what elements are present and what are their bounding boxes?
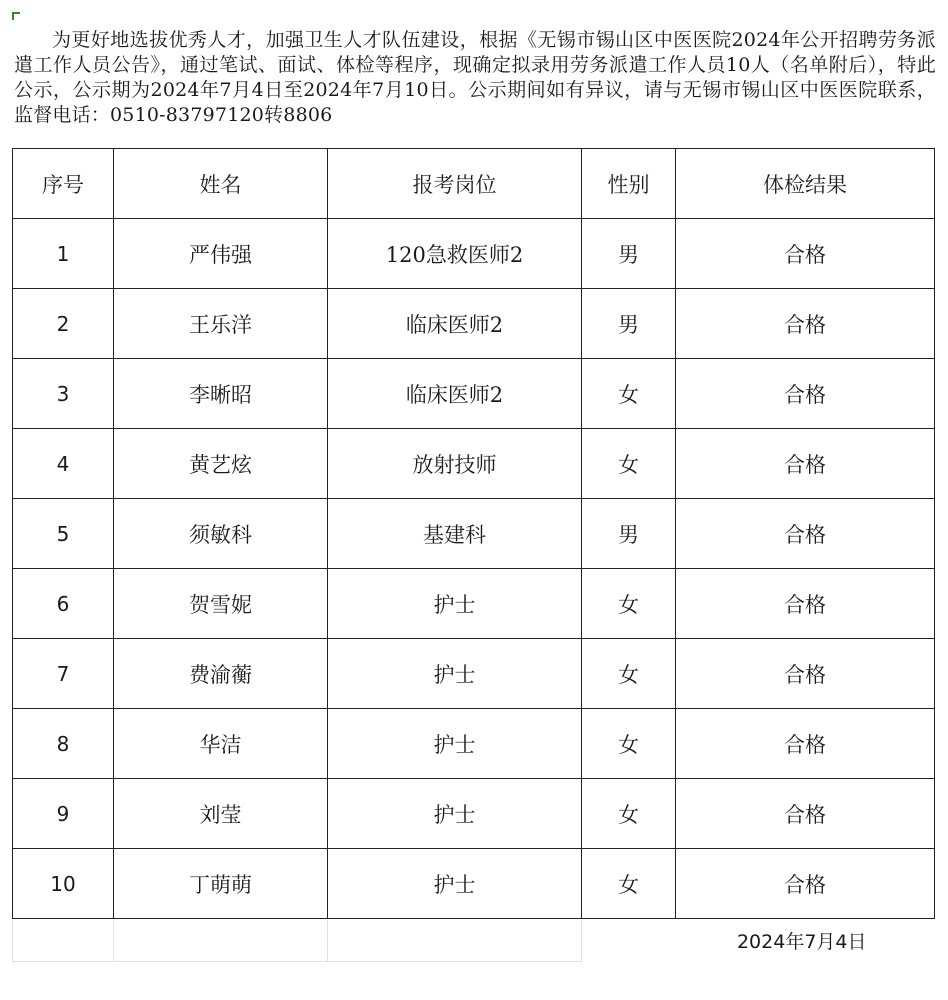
table-row — [13, 849, 935, 919]
table-row — [13, 219, 935, 289]
table-row — [13, 429, 935, 499]
row-result: 合格 — [676, 219, 935, 289]
row-result: 合格 — [676, 499, 935, 569]
row-gender: 女 — [582, 359, 676, 429]
row-seq: 8 — [13, 709, 114, 779]
row-position: 120急救医师2 — [328, 219, 582, 289]
row-name: 须敏科 — [114, 499, 328, 569]
header-position: 报考岗位 — [328, 149, 582, 219]
row-name: 华洁 — [114, 709, 328, 779]
row-seq: 2 — [13, 289, 114, 359]
row-gender: 男 — [582, 219, 676, 289]
row-seq: 4 — [13, 429, 114, 499]
row-name: 贺雪妮 — [114, 569, 328, 639]
row-gender: 女 — [582, 779, 676, 849]
row-result: 合格 — [676, 429, 935, 499]
row-name: 丁萌萌 — [114, 849, 328, 919]
cell-corner-marker — [12, 12, 20, 20]
row-position: 护士 — [328, 779, 582, 849]
row-seq: 3 — [13, 359, 114, 429]
row-position: 放射技师 — [328, 429, 582, 499]
row-position: 基建科 — [328, 499, 582, 569]
table-row — [13, 779, 935, 849]
header-result: 体检结果 — [676, 149, 935, 219]
empty-cell — [328, 919, 582, 962]
table-row — [13, 289, 935, 359]
row-seq: 6 — [13, 569, 114, 639]
row-gender: 女 — [582, 569, 676, 639]
row-gender: 女 — [582, 849, 676, 919]
row-result: 合格 — [676, 289, 935, 359]
row-result: 合格 — [676, 639, 935, 709]
row-position: 护士 — [328, 709, 582, 779]
row-seq: 5 — [13, 499, 114, 569]
row-seq: 1 — [13, 219, 114, 289]
row-result: 合格 — [676, 359, 935, 429]
row-name: 刘莹 — [114, 779, 328, 849]
row-position: 护士 — [328, 569, 582, 639]
header-row — [13, 149, 935, 219]
table-row — [13, 359, 935, 429]
row-result: 合格 — [676, 849, 935, 919]
row-result: 合格 — [676, 569, 935, 639]
row-name: 王乐洋 — [114, 289, 328, 359]
row-gender: 女 — [582, 639, 676, 709]
row-gender: 女 — [582, 429, 676, 499]
row-position: 临床医师2 — [328, 359, 582, 429]
row-name: 李晰昭 — [114, 359, 328, 429]
row-name: 严伟强 — [114, 219, 328, 289]
row-seq: 7 — [13, 639, 114, 709]
row-result: 合格 — [676, 779, 935, 849]
row-gender: 男 — [582, 289, 676, 359]
row-result: 合格 — [676, 709, 935, 779]
header-seq: 序号 — [13, 149, 114, 219]
empty-cell — [114, 919, 328, 962]
footer-row — [13, 919, 935, 962]
row-gender: 女 — [582, 709, 676, 779]
candidate-table — [12, 148, 935, 962]
header-gender: 性别 — [582, 149, 676, 219]
empty-cell — [13, 919, 114, 962]
row-position: 护士 — [328, 849, 582, 919]
notice-paragraph: 为更好地选拔优秀人才，加强卫生人才队伍建设，根据《无锡市锡山区中医医院2024年公开招聘劳务派遣工作人员公告》，通过笔试、面试、体检等程序，现确定拟录用劳务派遣工作人员10人（名单附后），特此公示，公示期为2024年7月4日至2024年7月10日。公示期间如有异议，请与无锡市锡山区中医医院联系，监督电话：0510-83797120转8806 — [14, 29, 936, 126]
row-name: 费渝蘅 — [114, 639, 328, 709]
table-row — [13, 709, 935, 779]
publish-date: 2024年7月4日 — [736, 930, 867, 953]
row-seq: 10 — [13, 849, 114, 919]
row-gender: 男 — [582, 499, 676, 569]
table-row — [13, 569, 935, 639]
row-seq: 9 — [13, 779, 114, 849]
table-row — [13, 639, 935, 709]
row-position: 临床医师2 — [328, 289, 582, 359]
table-row — [13, 499, 935, 569]
row-position: 护士 — [328, 639, 582, 709]
row-name: 黄艺炫 — [114, 429, 328, 499]
header-name: 姓名 — [114, 149, 328, 219]
